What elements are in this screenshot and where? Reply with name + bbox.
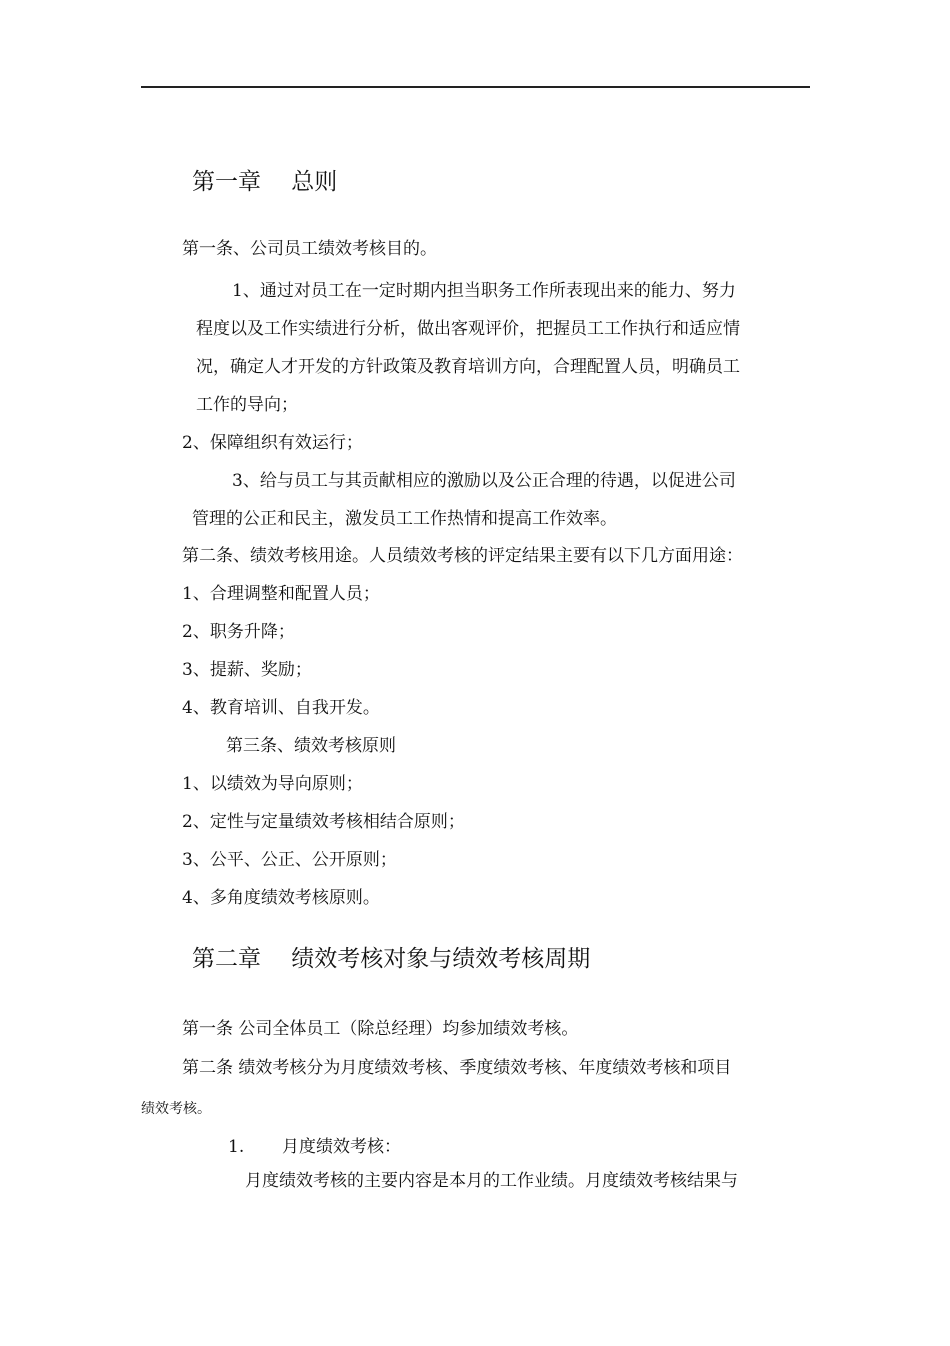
article1-para1-line2: 程度以及工作实绩进行分析，做出客观评价，把握员工工作执行和适应情 xyxy=(196,319,740,339)
article3-heading: 第三条、绩效考核原则 xyxy=(226,736,396,756)
list-item: 4、多角度绩效考核原则。 xyxy=(182,888,380,908)
chapter2-title: 第二章 绩效考核对象与绩效考核周期 xyxy=(192,946,591,972)
header-rule xyxy=(141,86,810,88)
list-item: 3、公平、公正、公开原则； xyxy=(182,850,397,870)
article1-heading: 第一条、公司员工绩效考核目的。 xyxy=(182,239,437,259)
article1-para1-line1: 1、通过对员工在一定时期内担当职务工作所表现出来的能力、努力 xyxy=(232,281,736,301)
chapter2-article2-line2: 绩效考核。 xyxy=(141,1101,211,1117)
item1-label: 月度绩效考核： xyxy=(282,1137,401,1157)
list-item: 1、以绩效为导向原则； xyxy=(182,774,363,794)
item1-number: 1. xyxy=(228,1137,245,1157)
list-item: 1、合理调整和配置人员； xyxy=(182,584,380,604)
chapter1-title: 第一章 总则 xyxy=(192,169,338,195)
article1-para2: 2、保障组织有效运行； xyxy=(182,433,363,453)
item1-text: 月度绩效考核的主要内容是本月的工作业绩。月度绩效考核结果与 xyxy=(245,1171,738,1191)
chapter2-article2-line1: 第二条 绩效考核分为月度绩效考核、季度绩效考核、年度绩效考核和项目 xyxy=(182,1058,732,1078)
article1-para3-line1: 3、给与员工与其贡献相应的激励以及公正合理的待遇，以促进公司 xyxy=(232,471,736,491)
article1-para1-line3: 况，确定人才开发的方针政策及教育培训方向，合理配置人员，明确员工 xyxy=(196,357,740,377)
list-item: 3、提薪、奖励； xyxy=(182,660,312,680)
article1-para3-line2: 管理的公正和民主，激发员工工作热情和提高工作效率。 xyxy=(192,509,617,529)
chapter2-article1: 第一条 公司全体员工（除总经理）均参加绩效考核。 xyxy=(182,1019,579,1039)
list-item: 2、定性与定量绩效考核相结合原则； xyxy=(182,812,465,832)
article1-para1-line4: 工作的导向； xyxy=(196,395,298,415)
list-item: 4、教育培训、自我开发。 xyxy=(182,698,380,718)
list-item: 2、职务升降； xyxy=(182,622,295,642)
article2-heading: 第二条、绩效考核用途。人员绩效考核的评定结果主要有以下几方面用途： xyxy=(182,546,743,566)
